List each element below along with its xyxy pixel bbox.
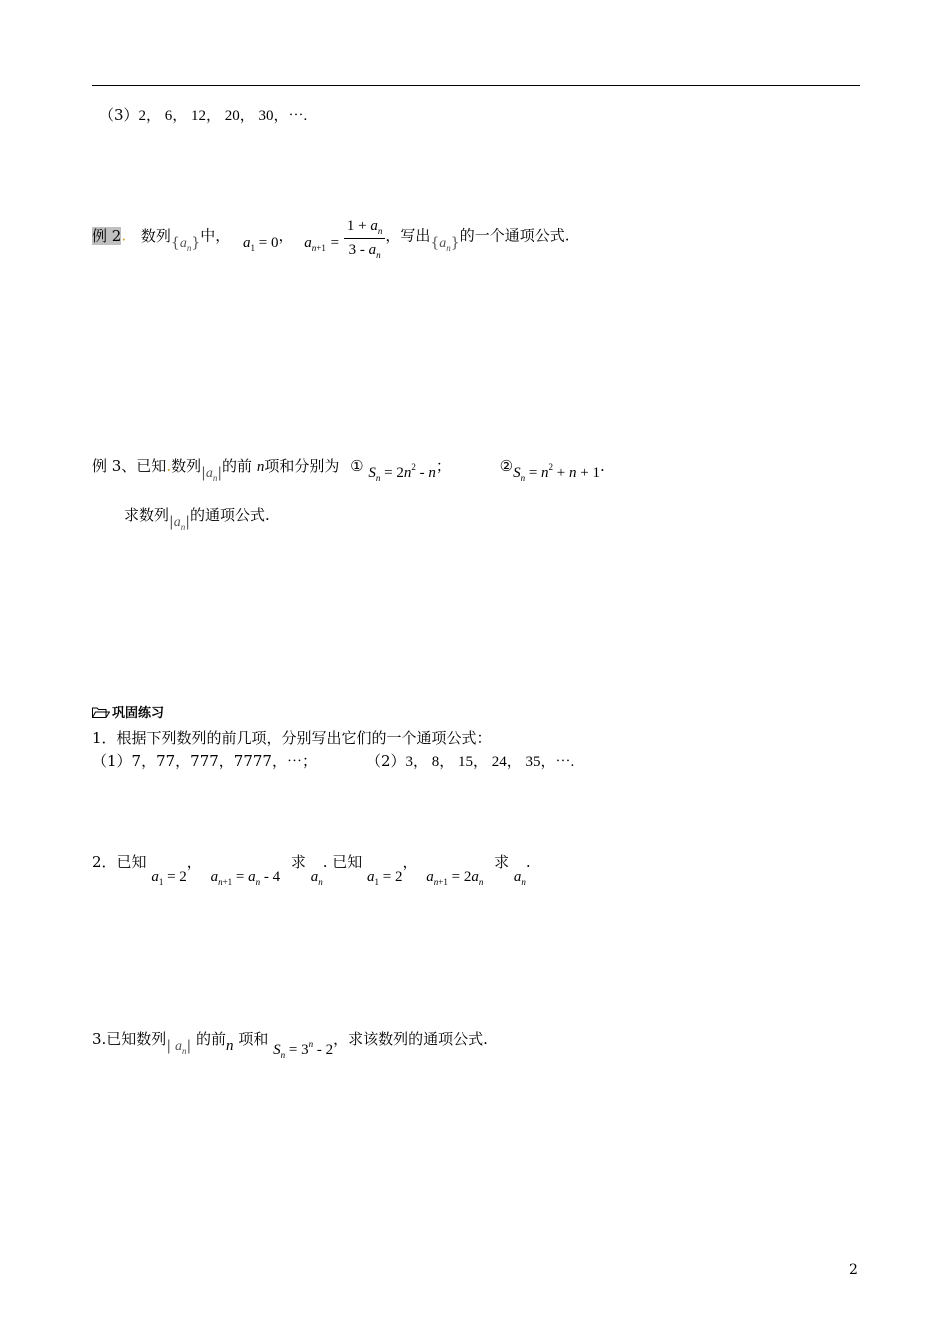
question-2-qiu: 求: [290, 853, 306, 871]
example-2: 例 2. 数列$\{a_n\}$中， $a_1 = 0$， $a_{n+1}$ = $\frac{1 + a_n}{3 - a_n}$ ，写出$\{a_n\}$的一个通项公式.: [92, 218, 570, 260]
example-3-line-2: 求数列$|a_n|$的通项公式.: [124, 506, 270, 532]
recurrence-fraction: $\frac{1 + a_n}{3 - a_n}$: [344, 218, 385, 259]
question-3-text-2: 的前: [196, 1030, 227, 1048]
example-2-text-4: 的一个通项公式.: [459, 226, 570, 245]
question-1b-label: （2）: [366, 752, 406, 770]
example-3-text: 例 3、已知: [92, 457, 167, 475]
example-2-label: 例 2: [92, 226, 122, 245]
question-1b: [366, 750, 574, 771]
folder-icon: [92, 707, 110, 718]
question-3: 3.已知数列| $a_n|$ 的前n 项和 $S_n = 3^n - 2$，求该数列的通项公式.: [92, 1030, 488, 1060]
example-3-text-3: 的前: [222, 457, 253, 475]
question-2-text-2: . 已知: [322, 853, 363, 871]
item-3-sequence: 2， 6， 12， 20， 30，⋯.: [138, 108, 308, 124]
question-1a: （1）7，77，777，7777，⋯；: [92, 752, 317, 770]
question-3-text-3: 项和: [238, 1030, 269, 1048]
example-2-text: 数列: [140, 226, 171, 245]
circled-2: ②: [499, 457, 514, 475]
circled-1: ①: [350, 457, 364, 475]
question-1: 1．根据下列数列的前几项，分别写出它们的一个通项公式：: [92, 729, 492, 747]
example-2-text-3: ，写出: [385, 226, 431, 245]
item-3: [99, 104, 307, 125]
example-3-text-2: 数列: [171, 457, 202, 475]
question-2-text: 2．已知: [92, 853, 147, 871]
a1-zero: $a_1 = 0$: [243, 234, 279, 253]
question-1b-sequence: 3， 8， 15， 24， 35，⋯.: [405, 754, 575, 770]
question-2: 2．已知 $a_1 = 2$， $a_{n+1} = a_n - 4$ 求 $a_n$. 已知 $a_1 = 2$， $a_{n+1} = 2a_n$ 求 $a_n$.: [92, 853, 531, 887]
header-rule: [92, 85, 860, 86]
sn-formula-2: $S_n = n^2 + n + 1$: [513, 462, 600, 483]
item-3-label: （3）: [99, 106, 139, 124]
question-2-qiu-2: 求: [494, 853, 510, 871]
question-3-text-4: ，求该数列的通项公式.: [333, 1030, 488, 1048]
page-number: 2: [849, 1262, 858, 1278]
example-3-n: n: [256, 459, 265, 475]
practice-title: 巩固练习: [112, 706, 165, 721]
example-3-line-2-text-2: 的通项公式.: [189, 506, 270, 524]
example-3-text-4: 项和分别为: [264, 457, 340, 475]
practice-heading: [92, 702, 164, 721]
sn-formula-1: $S_n = 2n^2 - n$: [368, 462, 436, 483]
question-3-text: 3.已知数列: [92, 1030, 167, 1048]
example-2-text-2: 中，: [200, 226, 231, 245]
recurrence: $a_{n+1}$ =: [304, 234, 340, 253]
example-3: 例 3、已知.数列$|a_n|$的前 n项和分别为 ① $S_n = 2n^2 - n$； $②S_n = n^2 + n + 1$.: [92, 457, 605, 483]
example-3-line-2-text: 求数列: [124, 506, 170, 524]
